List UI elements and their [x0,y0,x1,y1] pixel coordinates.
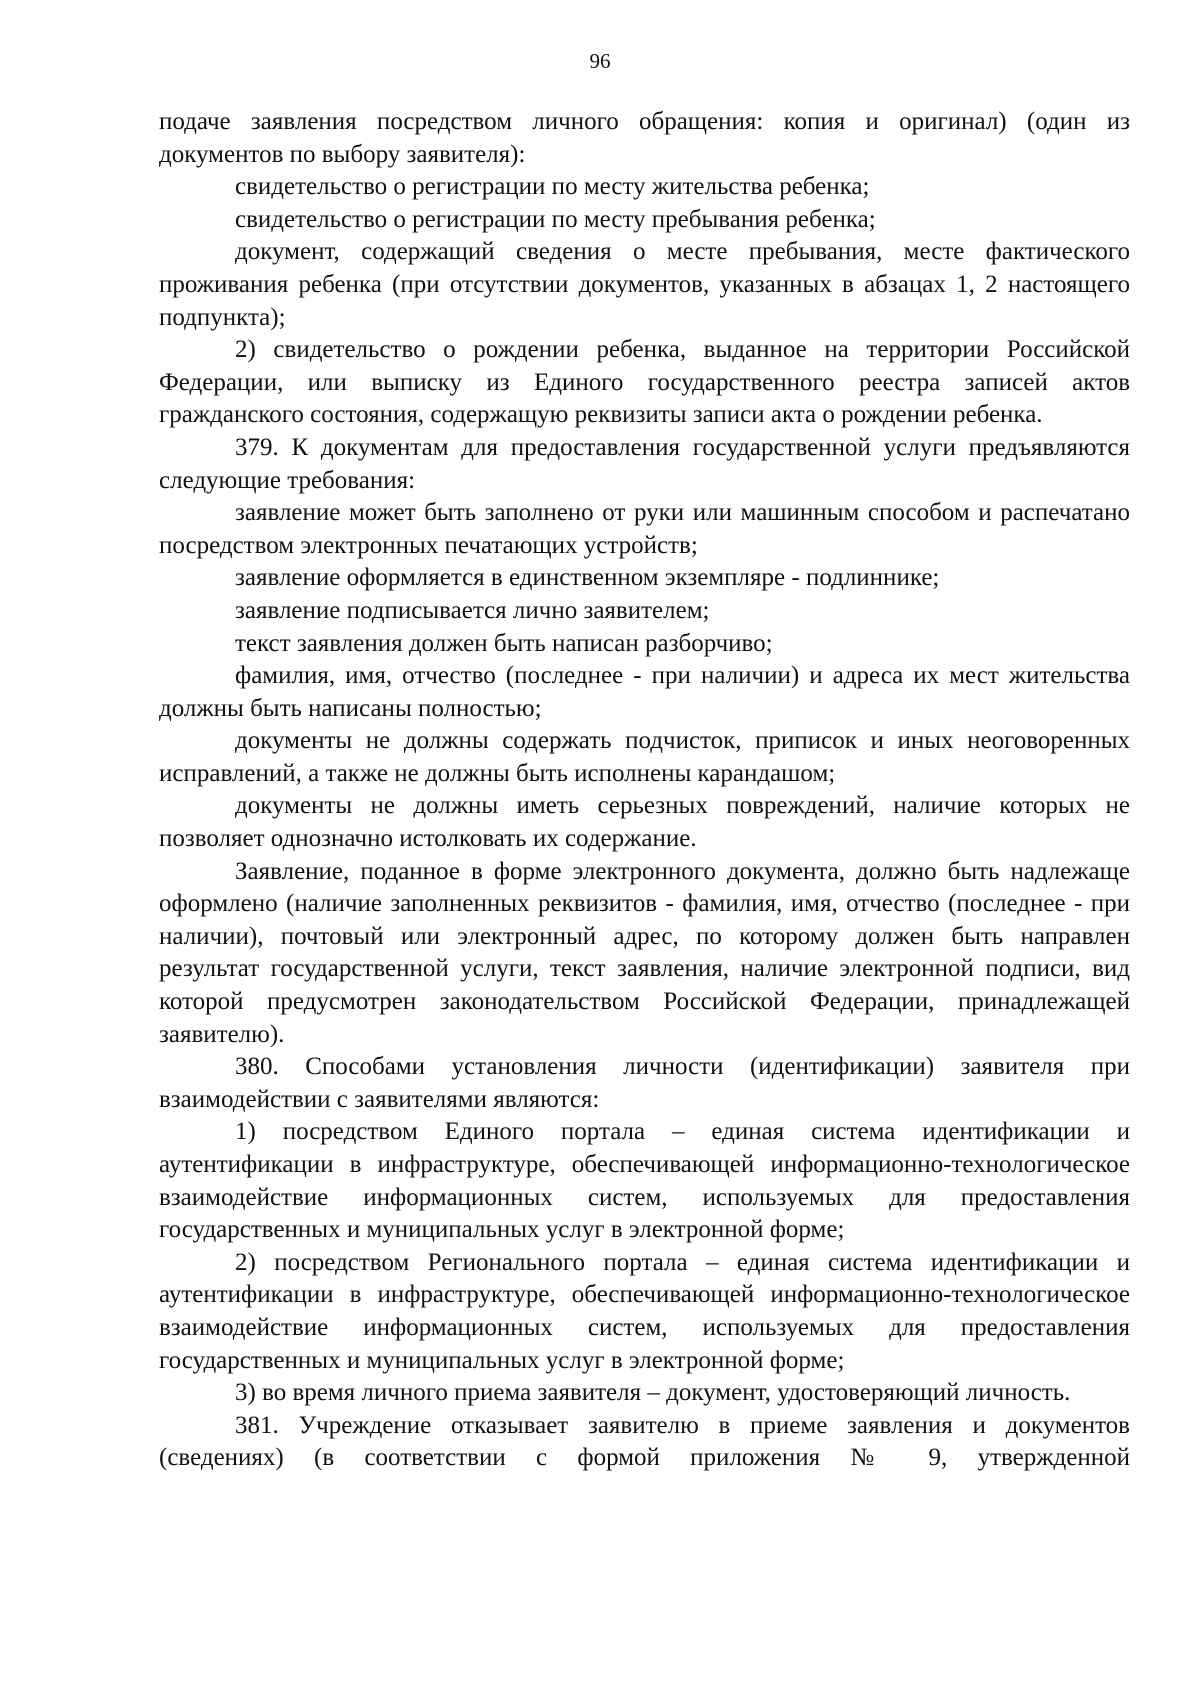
paragraph: текст заявления должен быть написан разборчиво; [235,629,773,657]
paragraph: документы не должны иметь серьезных повреждений, наличие которых не позволяет однозначно истолковать их содержание. [159,792,1130,853]
paragraph: 1) посредством Единого портала – единая система идентификации и аутентификации в инфраструктуре, обеспечивающей информационно-технологическое взаимодействие информационных систем, используемых для предоставления государственных и муниципальных услуг в электронной форме; [159,1118,1130,1244]
paragraph: 379. К документам для предоставления государственной услуги предъявляются следующие требования: [159,433,1130,494]
document-body [159,106,1130,1475]
paragraph: 3) во время личного приема заявителя – документ, удостоверяющий личность. [235,1379,1071,1407]
paragraph: свидетельство о регистрации по месту жительства ребенка; [235,173,870,201]
paragraph: заявление оформляется в единственном экземпляре - подлиннике; [235,564,940,592]
paragraph: подаче заявления посредством личного обращения: копия и оригинал) (один из документов по выбору заявителя): [159,108,1130,168]
paragraph: документ, содержащий сведения о месте пребывания, месте фактического проживания ребенка (при отсутствии документов, указанных в абзацах 1, 2 настоящего подпункта); [159,238,1130,331]
paragraph: 380. Способами установления личности (идентификации) заявителя при взаимодействии с заявителями являются: [159,1053,1130,1113]
paragraph: 2) свидетельство о рождении ребенка, выданное на территории Российской Федерации, или выписку из Единого государственного реестра записей актов гражданского состояния, содержащую реквизиты записи акта о рождении ребенка. [159,336,1130,429]
page-number: 96 [589,49,611,73]
paragraph: заявление может быть заполнено от руки или машинным способом и распечатано посредством электронных печатающих устройств; [159,499,1130,559]
paragraph: заявление подписывается лично заявителем; [235,596,710,624]
paragraph: документы не должны содержать подчисток, приписок и иных неоговоренных исправлений, а также не должны быть исполнены карандашом; [159,727,1130,787]
paragraph: свидетельство о регистрации по месту пребывания ребенка; [235,205,876,233]
paragraph: Заявление, поданное в форме электронного документа, должно быть надлежаще оформлено (наличие заполненных реквизитов - фамилия, имя, отчество (последнее - при наличии), почтовый или электронный адрес, по которому должен быть направлен результат государственной услуги, текст заявления, наличие электронной подписи, вид которой предусмотрен законодательством Российской Федерации, принадлежащей заявителю). [159,857,1130,1048]
paragraph: фамилия, имя, отчество (последнее - при наличии) и адреса их мест жительства должны быть написаны полностью; [159,662,1130,722]
paragraph: 381. Учреждение отказывает заявителю в приеме заявления и документов (сведениях) (в соответствии с формой приложения № 9, утвержденной [159,1411,1130,1472]
paragraph: 2) посредством Регионального портала – единая система идентификации и аутентификации в инфраструктуре, обеспечивающей информационно-технологическое взаимодействие информационных систем, используемых для предоставления государственных и муниципальных услуг в электронной форме; [159,1248,1130,1374]
